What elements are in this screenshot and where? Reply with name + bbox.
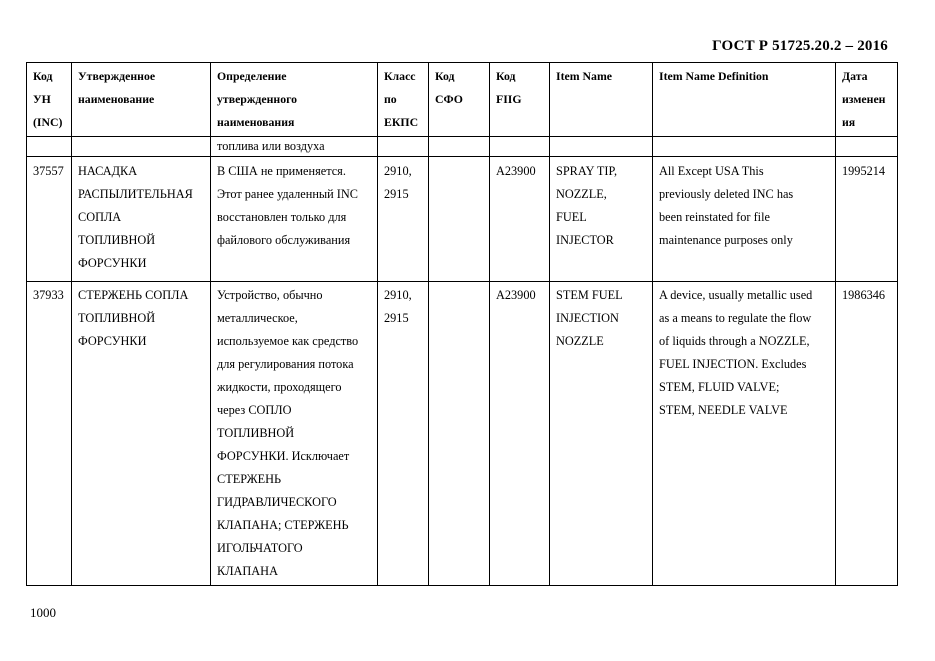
cell-empty xyxy=(550,137,653,157)
table-row xyxy=(27,282,898,586)
cell-sfo xyxy=(429,282,490,586)
cell-definition: В США не применяется. Этот ранее удаленный INC восстановлен только для файлового обслуживания xyxy=(211,157,378,282)
cell-empty xyxy=(653,137,836,157)
table-row xyxy=(27,157,898,282)
cell-empty xyxy=(27,137,72,157)
col-header-change-date: Дата изменен ия xyxy=(836,63,898,137)
document-code: ГОСТ Р 51725.20.2 – 2016 xyxy=(712,38,888,54)
catalog-table xyxy=(26,62,898,586)
cell-fiig: A23900 xyxy=(490,282,550,586)
col-header-approved-name: Утвержденное наименование xyxy=(72,63,211,137)
cell-approved-name: НАСАДКА РАСПЫЛИТЕЛЬНАЯ СОПЛА ТОПЛИВНОЙ ФОРСУНКИ xyxy=(72,157,211,282)
cell-sfo xyxy=(429,157,490,282)
cell-approved-name: СТЕРЖЕНЬ СОПЛА ТОПЛИВНОЙ ФОРСУНКИ xyxy=(72,282,211,586)
col-header-inc: Код УН (INC) xyxy=(27,63,72,137)
cell-empty xyxy=(378,137,429,157)
cell-empty xyxy=(490,137,550,157)
cell-definition: Устройство, обычно металлическое, используемое как средство для регулирования потока жидкости, проходящего через СОПЛО ТОПЛИВНОЙ ФОРСУНКИ. Исключает СТЕРЖЕНЬ ГИДРАВЛИЧЕСКОГО КЛАПАНА; СТЕРЖЕНЬ ИГОЛЬЧАТОГО КЛАПАНА xyxy=(211,282,378,586)
cell-item-name: STEM FUEL INJECTION NOZZLE xyxy=(550,282,653,586)
cell-empty xyxy=(836,137,898,157)
cell-inc: 37933 xyxy=(27,282,72,586)
col-header-sfo: Код СФО xyxy=(429,63,490,137)
cell-fiig: A23900 xyxy=(490,157,550,282)
cell-class: 2910, 2915 xyxy=(378,157,429,282)
table-row-continuation xyxy=(27,137,898,157)
col-header-fiig: Код FIIG xyxy=(490,63,550,137)
cell-item-name-definition: A device, usually metallic used as a means to regulate the flow of liquids through a NOZZLE, FUEL INJECTION. Excludes STEM, FLUID VALVE; STEM, NEEDLE VALVE xyxy=(653,282,836,586)
cell-item-name-definition: All Except USA This previously deleted INC has been reinstated for file maintenance purposes only xyxy=(653,157,836,282)
cell-change-date: 1995214 xyxy=(836,157,898,282)
cell-definition-continuation: топлива или воздуха xyxy=(211,137,378,157)
col-header-item-name: Item Name xyxy=(550,63,653,137)
cell-empty xyxy=(72,137,211,157)
col-header-class: Класс по ЕКПС xyxy=(378,63,429,137)
cell-item-name: SPRAY TIP, NOZZLE, FUEL INJECTOR xyxy=(550,157,653,282)
cell-inc: 37557 xyxy=(27,157,72,282)
cell-class: 2910, 2915 xyxy=(378,282,429,586)
cell-change-date: 1986346 xyxy=(836,282,898,586)
col-header-definition: Определение утвержденного наименования xyxy=(211,63,378,137)
cell-empty xyxy=(429,137,490,157)
col-header-item-name-definition: Item Name Definition xyxy=(653,63,836,137)
page-number: 1000 xyxy=(30,605,56,620)
table-header-row xyxy=(27,63,898,137)
